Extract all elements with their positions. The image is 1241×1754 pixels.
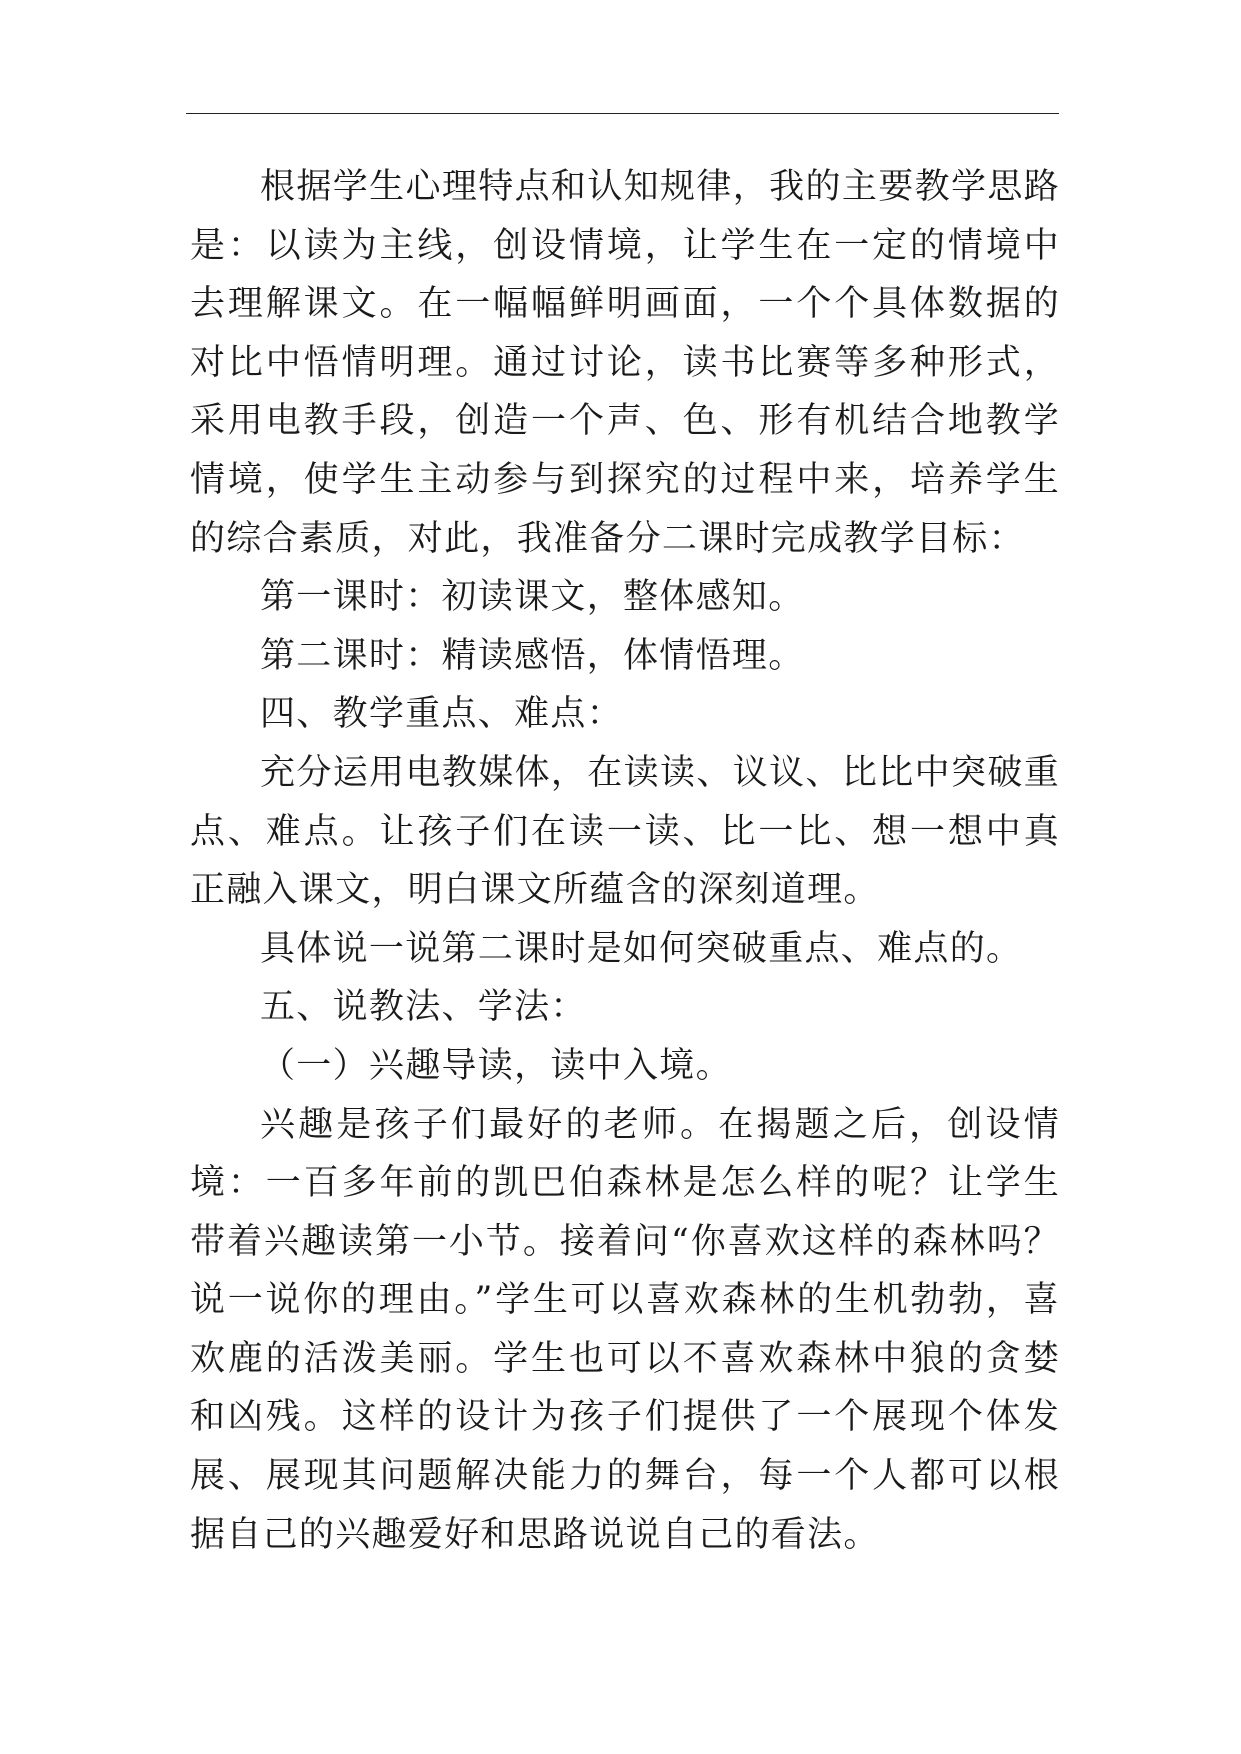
paragraph-teaching-approach: 根据学生心理特点和认知规律，我的主要教学思路是：以读为主线，创设情境，让学生在一定的情境中去理解课文。在一幅幅鲜明画面，一个个具体数据的对比中悟情明理。通过讨论，读书比赛等多种形式，采用电教手段，创造一个声、色、形有机结合地教学情境，使学生主动参与到探究的过程中来，培养学生的综合素质，对此，我准备分二课时完成教学目标： — [190, 167, 1060, 559]
paragraph-second-lesson: 第二课时：精读感悟，体情悟理。 — [260, 635, 805, 676]
subsection-heading-interest-reading: （一）兴趣导读，读中入境。 — [260, 1045, 732, 1086]
header-rule — [186, 113, 1059, 114]
paragraph-key-points: 充分运用电教媒体，在读读、议议、比比中突破重点、难点。让孩子们在读一读、比一比、想一想中真正融入课文，明白课文所蕴含的深刻道理。 — [190, 752, 1060, 911]
document-body — [190, 158, 1060, 1564]
paragraph-second-lesson-detail: 具体说一说第二课时是如何突破重点、难点的。 — [260, 928, 1023, 969]
paragraph-interest-reading: 兴趣是孩子们最好的老师。在揭题之后，创设情境：一百多年前的凯巴伯森林是怎么样的呢？让学生带着兴趣读第一小节。接着问“你喜欢这样的森林吗？说一说你的理由。”学生可以喜欢森林的生机勃勃，喜欢鹿的活泼美丽。学生也可以不喜欢森林中狼的贪婪和凶残。这样的设计为孩子们提供了一个展现个体发展、展现其问题解决能力的舞台，每一个人都可以根据自己的兴趣爱好和思路说说自己的看法。 — [190, 1104, 1060, 1555]
section-heading-key-points: 四、教学重点、难点： — [260, 694, 624, 735]
section-heading-methods: 五、说教法、学法： — [260, 987, 587, 1028]
paragraph-first-lesson: 第一课时：初读课文，整体感知。 — [260, 577, 805, 618]
